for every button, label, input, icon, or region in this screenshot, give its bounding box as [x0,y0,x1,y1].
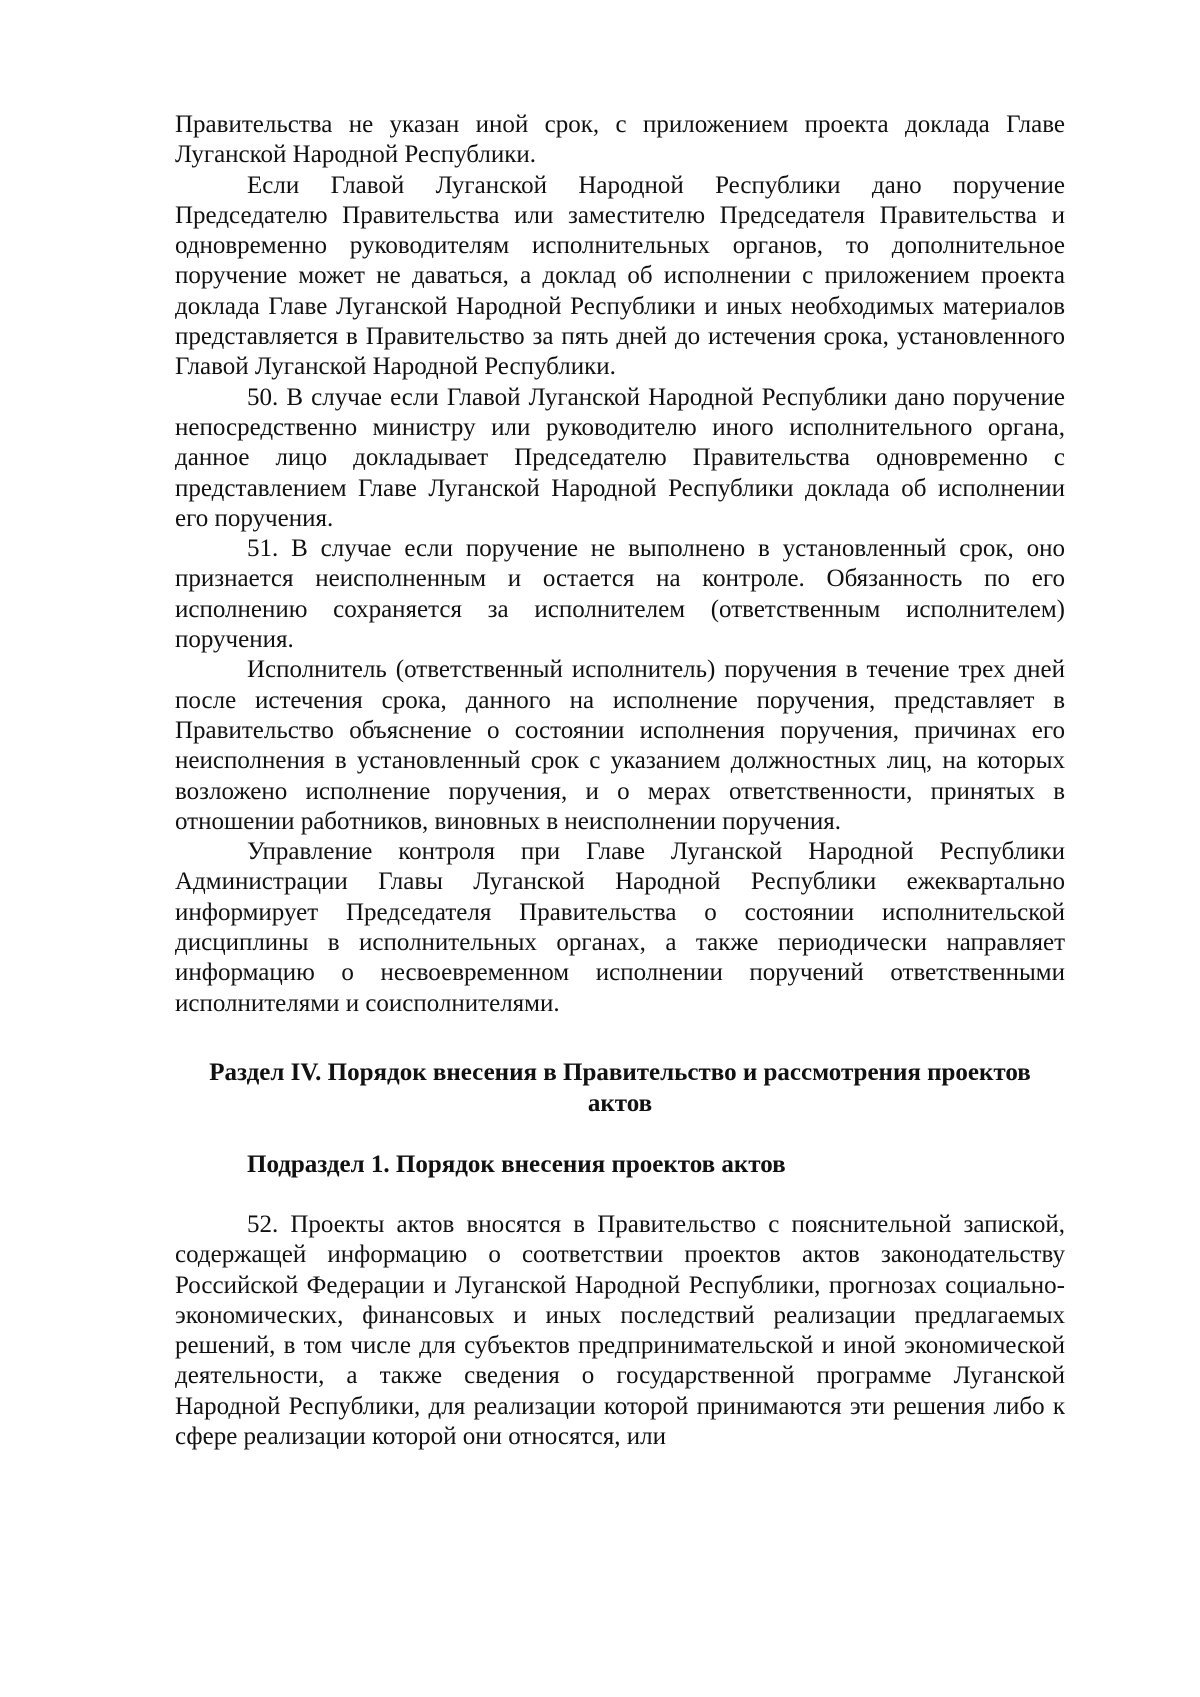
paragraph: Если Главой Луганской Народной Республики дано поручение Председателю Правительства или заместителю Председателя Правительства и одновременно руководителям исполнительных органов, то дополнительное поручение может не даваться, а доклад об исполнении с приложением проекта доклада Главе Луганской Народной Республики и иных необходимых материалов представляется в Правительство за пять дней до истечения срока, установленного Главой Луганской Народной Республики. [175,171,1065,381]
subsection-heading: Подраздел 1. Порядок внесения проектов актов [247,1150,786,1178]
paragraph-continuation: Правительства не указан иной срок, с приложением проекта доклада Главе Луганской Народной Республики. [175,111,1065,169]
paragraph: Исполнитель (ответственный исполнитель) поручения в течение трех дней после истечения срока, данного на исполнение поручения, представляет в Правительство объяснение о состоянии исполнения поручения, причинах его неисполнения в установленный срок с указанием должностных лиц, на которых возложено исполнение поручения, и о мерах ответственности, принятых в отношении работников, виновных в неисполнении поручения. [175,656,1065,835]
paragraph-item-50: 50. В случае если Главой Луганской Народной Республики дано поручение непосредственно министру или руководителю иного исполнительного органа, данное лицо докладывает Председателю Правительства одновременно с представлением Главе Луганской Народной Республики доклада об исполнении его поручения. [175,383,1065,532]
paragraph-item-52: 52. Проекты актов вносятся в Правительство с пояснительной запиской, содержащей информацию о соответствии проектов актов законодательству Российской Федерации и Луганской Народной Республики, прогнозах социально-экономических, финансовых и иных последствий реализации предлагаемых решений, в том числе для субъектов предпринимательской и иной экономической деятельности, а также сведения о государственной программе Луганской Народной Республики, для реализации которой принимаются эти решения либо к сфере реализации которой они относятся, или [175,1210,1065,1450]
paragraph: Управление контроля при Главе Луганской Народной Республики Администрации Главы Луганской Народной Республики ежеквартально информирует Председателя Правительства о состоянии исполнительской дисциплины в исполнительных органах, а также периодически направляет информацию о несвоевременном исполнении поручений ответственными исполнителями и соисполнителями. [175,838,1065,1017]
section-heading: Раздел IV. Порядок внесения в Правительство и рассмотрения проектов актов [209,1058,1031,1117]
paragraph-item-51: 51. В случае если поручение не выполнено в установленный срок, оно признается неисполненным и остается на контроле. Обязанность по его исполнению сохраняется за исполнителем (ответственным исполнителем) поручения. [175,535,1065,654]
